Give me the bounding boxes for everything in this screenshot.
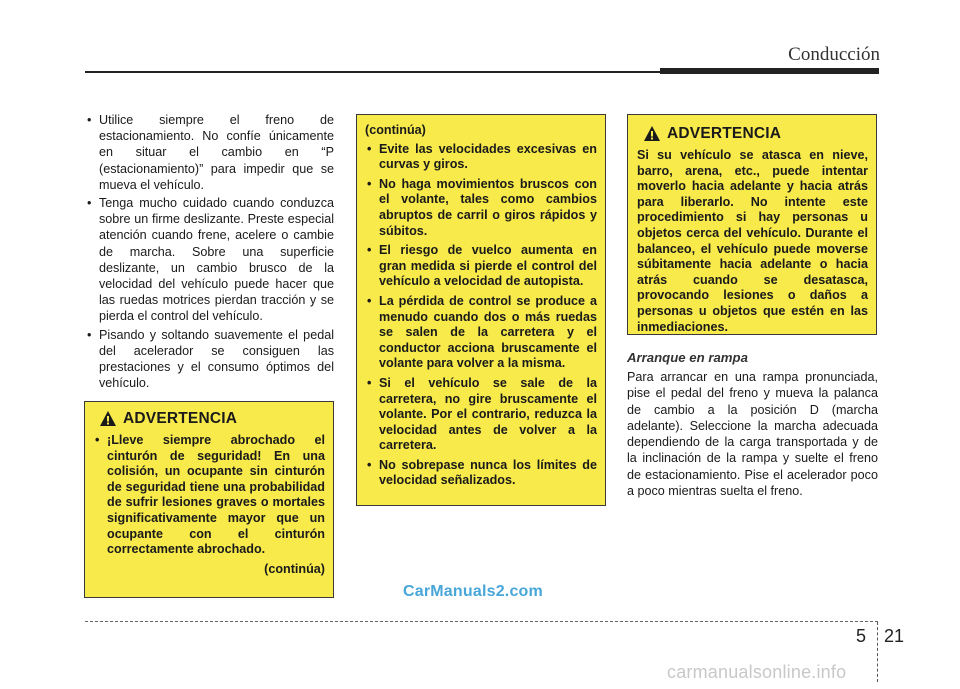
bullet-list	[85, 112, 334, 391]
warning-header	[93, 410, 325, 427]
warning-item: • Si el vehículo se sale de la carretera, no gire bruscamente el volante. Por el contrario, reduzca la velocidad antes de volver a la carretera.	[365, 376, 597, 454]
warning-item: • El riesgo de vuelco aumenta en gran medida si pierde el control del vehículo a velocidad de autopista.	[365, 243, 597, 290]
warning-box-seatbelt	[84, 401, 334, 598]
continued-label: (continúa)	[365, 123, 426, 137]
watermark-link[interactable]: CarManuals2.com	[403, 583, 543, 600]
warning-item: • No haga movimientos bruscos con el volante, tales como cambios abruptos de carril o giros rápidos y súbitos.	[365, 177, 597, 239]
warning-list	[365, 142, 597, 489]
footer-watermark: carmanualsonline.info	[667, 662, 847, 682]
page-number-divider	[877, 622, 878, 682]
warning-title: ADVERTENCIA	[123, 409, 238, 427]
bullet-item: • Tenga mucho cuidado cuando conduzca sobre un firme deslizante. Preste especial atención cuando frene, acelere o cambie de marcha. Sobre una superficie deslizante, un cambio brusco de la velocidad del vehículo puede hacer que las ruedas motrices pierdan tracción y se pierda el control del vehículo.	[85, 195, 334, 325]
warning-header	[637, 125, 868, 142]
chapter-title: Conducción	[788, 44, 880, 65]
footer-rule	[85, 621, 878, 622]
section-body: Para arrancar en una rampa pronunciada, pise el pedal del freno y mueva la palanca de cambio a la posición D (marcha adelante). Seleccione la marcha adecuada dependiendo de la carga transportada y de la inclinación de la rampa y suelte el freno de estacionamiento. Pise el acelerador poco a poco mientras suelta el freno.	[627, 370, 878, 499]
chapter-number: 5	[856, 626, 867, 646]
warning-item: • No sobrepase nunca los límites de velocidad señalizados.	[365, 458, 597, 489]
continued-label: (continúa)	[264, 561, 325, 576]
page-number: 21	[884, 626, 905, 646]
warning-triangle-icon	[643, 125, 661, 142]
warning-triangle-icon	[99, 410, 117, 427]
warning-list	[93, 433, 325, 558]
warning-item: • Evite las velocidades excesivas en curvas y giros.	[365, 142, 597, 173]
bullet-item: • Pisando y soltando suavemente el pedal del acelerador se consiguen las prestaciones y el consumo óptimos del vehículo.	[85, 327, 334, 392]
warning-title: ADVERTENCIA	[667, 124, 782, 142]
warning-item: • La pérdida de control se produce a menudo cuando dos o más ruedas se salen de la carretera y el conductor acciona bruscamente el volante para volver a la misma.	[365, 294, 597, 372]
column-left-text	[85, 112, 334, 393]
section-heading: Arranque en rampa	[627, 350, 748, 365]
bullet-item: • Utilice siempre el freno de estacionamiento. No confíe únicamente en situar el cambio en “P (estacionamiento)” para impedir que se mueva el vehículo.	[85, 112, 334, 193]
header-rule-accent	[660, 68, 879, 74]
warning-text: Si su vehículo se atasca en nieve, barro, arena, etc., puede intentar moverlo hacia adelante y hacia atrás para liberarlo. No intente este procedimiento si hay personas u objetos cerca del vehículo. Durante el balanceo, el vehículo puede moverse súbitamente hacia adelante o hacia atrás cuando se desatasca, provocando lesiones o daños a personas u objetos que estén en las inmediaciones.	[637, 148, 868, 334]
header-rule	[85, 71, 660, 73]
warning-box-continued	[356, 114, 606, 506]
warning-item: • ¡Lleve siempre abrochado el cinturón de seguridad! En una colisión, un ocupante sin cinturón de seguridad tiene una probabilidad de sufrir lesiones graves o mortales significativamente mayor que un ocupante con el cinturón correctamente abrochado.	[93, 433, 325, 558]
warning-box-stuck-vehicle	[627, 114, 877, 335]
